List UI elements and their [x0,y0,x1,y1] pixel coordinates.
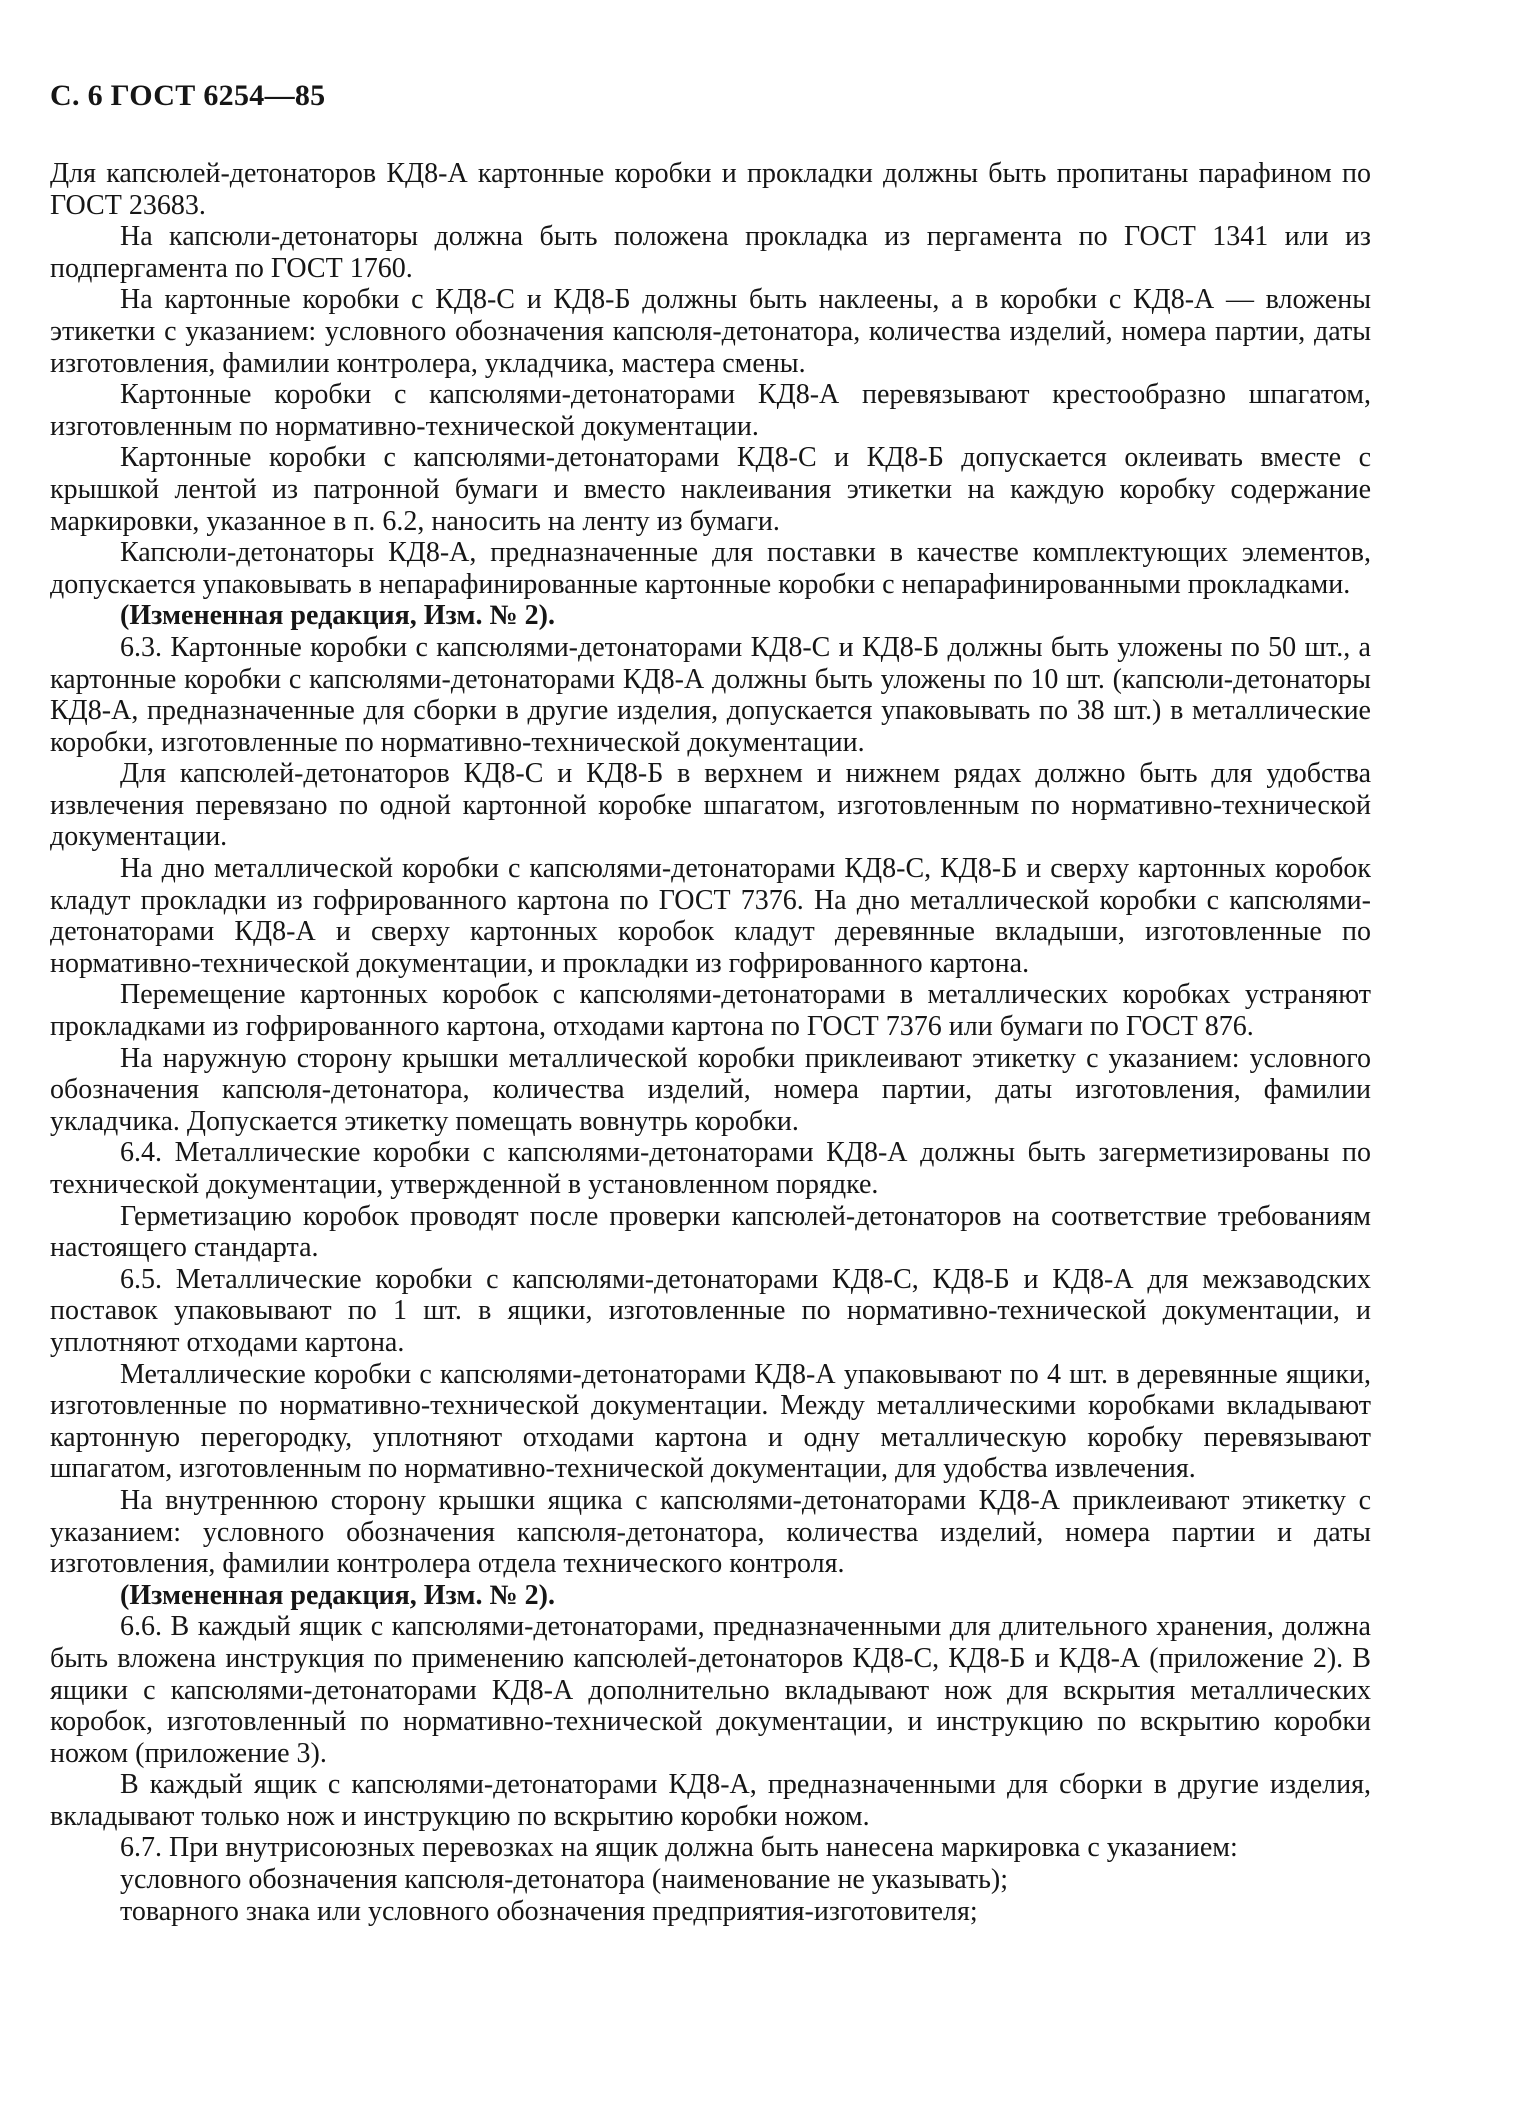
page-header: С. 6 ГОСТ 6254—85 [50,79,326,112]
list-item: условного обозначения капсюля-детонатора (наименование не указывать); [120,1864,1009,1896]
paragraph-inner-label: На внутреннюю сторону крышки ящика с капсюлями-детонаторами КД8-А приклеивают этикетку с указанием: условного обозначения капсюля-детонатора, количества изделий, номера партии и даты изготовления, фамилии контролера отдела технического контроля. [50,1484,1371,1580]
paragraph-parchment: На капсюли-детонаторы должна быть положена прокладка из пергамента по ГОСТ 1341 или из подпергамента по ГОСТ 1760. [50,221,1371,284]
paragraph-extraction: Для капсюлей-детонаторов КД8-С и КД8-Б в верхнем и нижнем рядах должно быть для удобства извлечения перевязано по одной картонной коробке шпагатом, изготовленным по нормативно-технической документации. [50,758,1371,853]
paragraph-bottom-layers: На дно металлической коробки с капсюлями-детонаторами КД8-С, КД8-Б и сверху картонных коробок кладут прокладки из гофрированного картона по ГОСТ 7376. На дно металлической коробки с капсюлями-детонаторами КД8-А и сверху картонных коробок кладут деревянные вкладыши, изготовленные по нормативно-технической документации, и прокладки из гофрированного картона. [50,853,1371,979]
clause-6-4: 6.4. Металлические коробки с капсюлями-детонаторами КД8-А должны быть загерметизированы по технической документации, утвержденной в установленном порядке. [50,1137,1371,1200]
revision-note: (Измененная редакция, Изм. № 2). [120,600,555,632]
list-item: товарного знака или условного обозначения предприятия-изготовителя; [120,1895,978,1927]
revision-note: (Измененная редакция, Изм. № 2). [120,1579,555,1611]
paragraph-movement: Перемещение картонных коробок с капсюлями-детонаторами в металлических коробках устраняют прокладками из гофрированного картона, отходами картона по ГОСТ 7376 или бумаги по ГОСТ 876. [50,979,1371,1043]
paragraph-tape: Картонные коробки с капсюлями-детонаторами КД8-С и КД8-Б допускается оклеивать вместе с крышкой лентой из патронной бумаги и вместо наклеивания этикетки на каждую коробку содержание маркировки, указанное в п. 6.2, наносить на ленту из бумаги. [50,442,1371,537]
clause-6-5: 6.5. Металлические коробки с капсюлями-детонаторами КД8-С, КД8-Б и КД8-А для межзаводских поставок упаковывают по 1 шт. в ящики, изготовленные по нормативно-технической документации, и уплотняют отходами картона. [50,1263,1371,1358]
paragraph-knife: В каждый ящик с капсюлями-детонаторами КД8-А, предназначенными для сборки в другие изделия, вкладывают только нож и инструкцию по вскрытию коробки ножом. [50,1769,1371,1832]
paragraph-outer-label: На наружную сторону крышки металлической коробки приклеивают этикетку с указанием: условного обозначения капсюля-детонатора, количества изделий, номера партии, даты изготовления, фамилии укладчика. Допускается этикетку помещать вовнутрь коробки. [50,1042,1371,1137]
paragraph-twine: Картонные коробки с капсюлями-детонаторами КД8-А перевязывают крестообразно шпагатом, изготовленным по нормативно-технической документации. [50,379,1371,442]
paragraph-labels: На картонные коробки с КД8-С и КД8-Б должны быть наклеены, а в коробки с КД8-А — вложены этикетки с указанием: условного обозначения капсюля-детонатора, количества изделий, номера партии, даты изготовления, фамилии контролера, укладчика, мастера смены. [50,284,1371,379]
clause-6-7: 6.7. При внутрисоюзных перевозках на ящик должна быть нанесена маркировка с указанием: [120,1832,1238,1864]
paragraph-paraffin: Для капсюлей-детонаторов КД8-А картонные коробки и прокладки должны быть пропитаны парафином по ГОСТ 23683. [50,158,1371,221]
paragraph-sealing: Герметизацию коробок проводят после проверки капсюлей-детонаторов на соответствие требованиям настоящего стандарта. [50,1200,1371,1264]
paragraph-wooden-boxes: Металлические коробки с капсюлями-детонаторами КД8-А упаковывают по 4 шт. в деревянные ящики, изготовленные по нормативно-технической документации. Между металлическими коробками вкладывают картонную перегородку, уплотняют отходами картона и одну металлическую коробку перевязывают шпагатом, изготовленным по нормативно-технической документации, для удобства извлечения. [50,1358,1371,1485]
document-page [50,58,1371,1927]
paragraph-components: Капсюли-детонаторы КД8-А, предназначенные для поставки в качестве комплектующих элементов, допускается упаковывать в непарафинированные картонные коробки с непарафинированными прокладками. [50,537,1371,600]
clause-6-6: 6.6. В каждый ящик с капсюлями-детонаторами, предназначенными для длительного хранения, должна быть вложена инструкция по применению капсюлей-детонаторов КД8-С, КД8-Б и КД8-А (приложение 2). В ящики с капсюлями-детонаторами КД8-А дополнительно вкладывают нож для вскрытия металлических коробок, изготовленный по нормативно-технической документации, и инструкцию по вскрытию коробки ножом (приложение 3). [50,1611,1371,1769]
clause-6-3: 6.3. Картонные коробки с капсюлями-детонаторами КД8-С и КД8-Б должны быть уложены по 50 шт., а картонные коробки с капсюлями-детонаторами КД8-А должны быть уложены по 10 шт. (капсюли-детонаторы КД8-А, предназначенные для сборки в другие изделия, допускается упаковывать по 38 шт.) в металлические коробки, изготовленные по нормативно-технической документации. [50,631,1371,758]
